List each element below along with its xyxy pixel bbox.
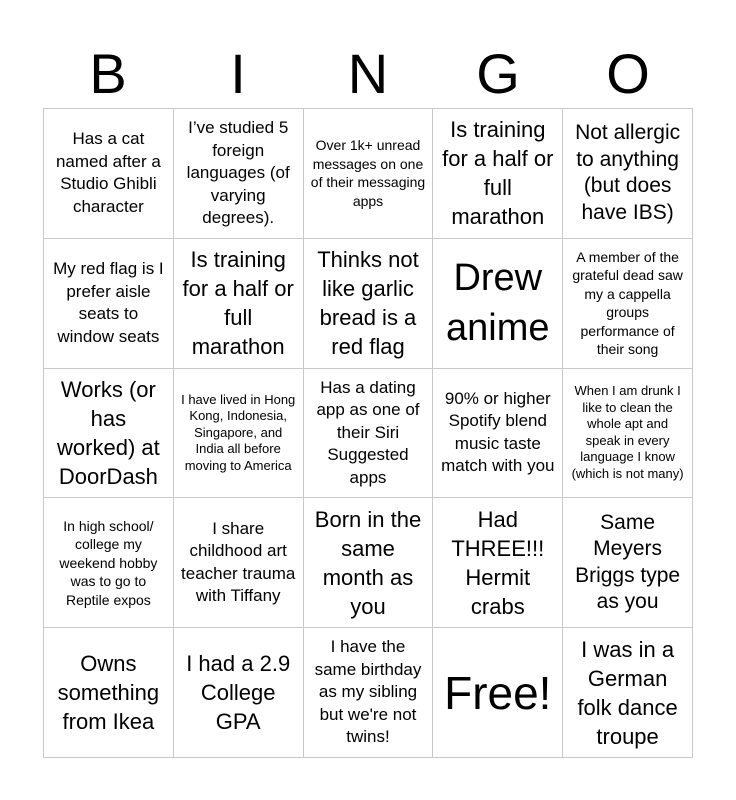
cell-text: I have the same birthday as my sibling but we're not twins! [314,637,422,747]
bingo-cell-r1c1[interactable] [44,109,174,239]
bingo-cell-r4c4[interactable] [433,498,563,628]
bingo-cell-r5c1[interactable] [44,628,174,758]
bingo-cell-r5c3[interactable] [304,628,434,758]
bingo-cell-r1c3[interactable] [304,109,434,239]
cell-text: Same Meyers Briggs type as you [575,510,681,614]
bingo-cell-r1c5[interactable] [563,109,693,239]
cell-text: Works (or has worked) at DoorDash [57,376,160,489]
cell-text: Drew anime [446,257,550,350]
cell-text: Thinks not like garlic bread is a red flag [317,247,419,360]
cell-text: I have lived in Hong Kong, Indonesia, Singapore, and India all before moving to America [181,391,296,473]
cell-text: In high school/ college my weekend hobby was to go to Reptile expos [59,517,158,608]
bingo-cell-r1c2[interactable] [174,109,304,239]
cell-text: Is training for a half or full marathon [182,247,294,360]
cell-text: I was in a German folk dance troupe [577,636,678,749]
header-letter-b: B [89,42,127,105]
bingo-cell-r2c3[interactable] [304,239,434,369]
bingo-cell-r3c1[interactable] [44,369,174,499]
cell-text: Over 1k+ unread messages on one of their messaging apps [310,137,426,209]
bingo-cell-r5c5[interactable] [563,628,693,758]
cell-text: When I am drunk I like to clean the whole apt and speak in every language I know (which is not many) [571,383,684,481]
bingo-board [43,108,693,758]
bingo-cell-r4c5[interactable] [563,498,693,628]
header-letter-o: O [606,42,650,105]
bingo-cell-r4c2[interactable] [174,498,304,628]
cell-text: Owns something from Ikea [57,651,160,735]
bingo-cell-r5c2[interactable] [174,628,304,758]
bingo-cell-r2c4[interactable] [433,239,563,369]
bingo-cell-r3c4[interactable] [433,369,563,499]
bingo-cell-r1c4[interactable] [433,109,563,239]
cell-text: Has a dating app as one of their Siri Suggested apps [316,377,420,487]
cell-text: 90% or higher Spotify blend music taste match with you [441,388,555,476]
cell-text: I’ve studied 5 foreign languages (of varying degrees). [186,118,290,228]
header-letter-g: G [476,42,520,105]
bingo-cell-free[interactable] [433,628,563,758]
bingo-cell-r2c2[interactable] [174,239,304,369]
cell-text: I share childhood art teacher trauma with Tiffany [181,518,296,606]
header-letter-n: N [347,42,389,105]
cell-text: Is training for a half or full marathon [442,117,554,230]
bingo-cell-r4c1[interactable] [44,498,174,628]
bingo-cell-r2c5[interactable] [563,239,693,369]
bingo-cell-r4c3[interactable] [304,498,434,628]
bingo-cell-r2c1[interactable] [44,239,174,369]
cell-text: My red flag is I prefer aisle seats to window seats [53,259,164,346]
cell-text: Born in the same month as you [314,506,422,619]
free-space-text: Free! [444,666,552,719]
bingo-cell-r3c2[interactable] [174,369,304,499]
cell-text: Had THREE!!! Hermit crabs [451,506,545,619]
cell-text: Not allergic to anything (but does have IBS) [575,121,681,224]
header-letter-i: I [230,42,246,105]
cell-text: I had a 2.9 College GPA [186,651,291,735]
bingo-cell-r3c5[interactable] [563,369,693,499]
bingo-cell-r3c3[interactable] [304,369,434,499]
cell-text: A member of the grateful dead saw my a cappella groups performance of their song [572,248,683,358]
bingo-header [43,40,693,108]
cell-text: Has a cat named after a Studio Ghibli character [55,129,161,216]
